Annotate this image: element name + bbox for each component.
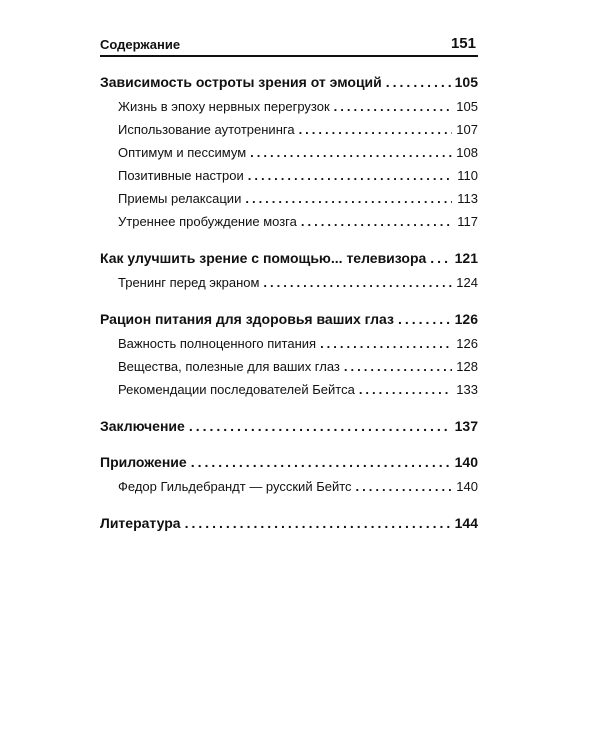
toc-chapter-entry	[100, 71, 478, 93]
subsection-title: Оптимум и пессимум	[118, 145, 247, 160]
subsection-title: Рекомендации последователей Бейтса	[118, 382, 355, 397]
subsection-page-number: 117	[457, 214, 478, 229]
dot-leader	[301, 210, 452, 233]
chapter-title: Как улучшить зрение с помощью... телевизора	[100, 250, 427, 266]
dot-leader	[386, 71, 451, 93]
subsection-page-number: 113	[457, 191, 478, 206]
toc-subsection-entry	[100, 141, 478, 164]
chapter-title: Литература	[100, 515, 181, 531]
dot-leader	[320, 332, 452, 355]
chapter-page-number: 144	[454, 515, 478, 531]
subsection-title: Жизнь в эпоху нервных перегрузок	[118, 99, 330, 114]
toc-section	[100, 308, 478, 401]
chapter-page-number: 105	[454, 74, 478, 90]
chapter-page-number: 140	[454, 454, 478, 470]
subsection-title: Утреннее пробуждение мозга	[118, 214, 297, 229]
dot-leader	[263, 271, 452, 294]
toc-subsection-entry	[100, 118, 478, 141]
toc-chapter-entry	[100, 308, 478, 330]
subsection-title: Использование аутотренинга	[118, 122, 295, 137]
toc-subsection-entry	[100, 355, 478, 378]
toc-section	[100, 512, 478, 534]
dot-leader	[189, 415, 451, 437]
toc-subsection-entry	[100, 271, 478, 294]
subsection-page-number: 108	[456, 145, 478, 160]
chapter-page-number: 137	[454, 418, 478, 434]
subsection-page-number: 105	[456, 99, 478, 114]
toc-subsection-entry	[100, 332, 478, 355]
chapter-page-number: 126	[454, 311, 478, 327]
page-number: 151	[450, 35, 476, 52]
subsection-page-number: 140	[456, 479, 478, 494]
subsection-page-number: 128	[456, 359, 478, 374]
subsection-title: Важность полноценного питания	[118, 336, 317, 351]
toc-section	[100, 451, 478, 498]
subsection-page-number: 124	[456, 275, 478, 290]
toc-subsection-entry	[100, 95, 478, 118]
toc-chapter-entry	[100, 415, 478, 437]
dot-leader	[248, 164, 452, 187]
toc-chapter-entry	[100, 451, 478, 473]
dot-leader	[245, 187, 452, 210]
subsection-page-number: 133	[456, 382, 478, 397]
running-header	[100, 30, 478, 57]
dot-leader	[299, 118, 452, 141]
dot-leader	[359, 378, 452, 401]
toc-subsection-entry	[100, 164, 478, 187]
dot-leader	[356, 475, 452, 498]
subsection-page-number: 126	[456, 336, 478, 351]
subsection-title: Федор Гильдебрандт — русский Бейтс	[118, 479, 352, 494]
toc-section	[100, 415, 478, 437]
book-page	[100, 30, 478, 548]
dot-leader	[430, 247, 450, 269]
dot-leader	[398, 308, 451, 330]
subsection-title: Тренинг перед экраном	[118, 275, 260, 290]
toc-subsection-entry	[100, 378, 478, 401]
dot-leader	[334, 95, 452, 118]
subsection-page-number: 107	[456, 122, 478, 137]
chapter-page-number: 121	[454, 250, 478, 266]
chapter-title: Рацион питания для здоровья ваших глаз	[100, 311, 394, 327]
table-of-contents	[100, 71, 478, 534]
dot-leader	[344, 355, 452, 378]
chapter-title: Зависимость остроты зрения от эмоций	[100, 74, 382, 90]
subsection-page-number: 110	[457, 168, 478, 183]
toc-section	[100, 71, 478, 233]
chapter-title: Приложение	[100, 454, 187, 470]
toc-section	[100, 247, 478, 294]
toc-subsection-entry	[100, 210, 478, 233]
dot-leader	[191, 451, 451, 473]
toc-chapter-entry	[100, 247, 478, 269]
chapter-title: Заключение	[100, 418, 185, 434]
dot-leader	[185, 512, 451, 534]
subsection-title: Вещества, полезные для ваших глаз	[118, 359, 340, 374]
subsection-title: Позитивные настрои	[118, 168, 244, 183]
running-header-title: Содержание	[100, 37, 181, 52]
subsection-title: Приемы релаксации	[118, 191, 242, 206]
dot-leader	[250, 141, 452, 164]
toc-chapter-entry	[100, 512, 478, 534]
toc-subsection-entry	[100, 475, 478, 498]
toc-subsection-entry	[100, 187, 478, 210]
